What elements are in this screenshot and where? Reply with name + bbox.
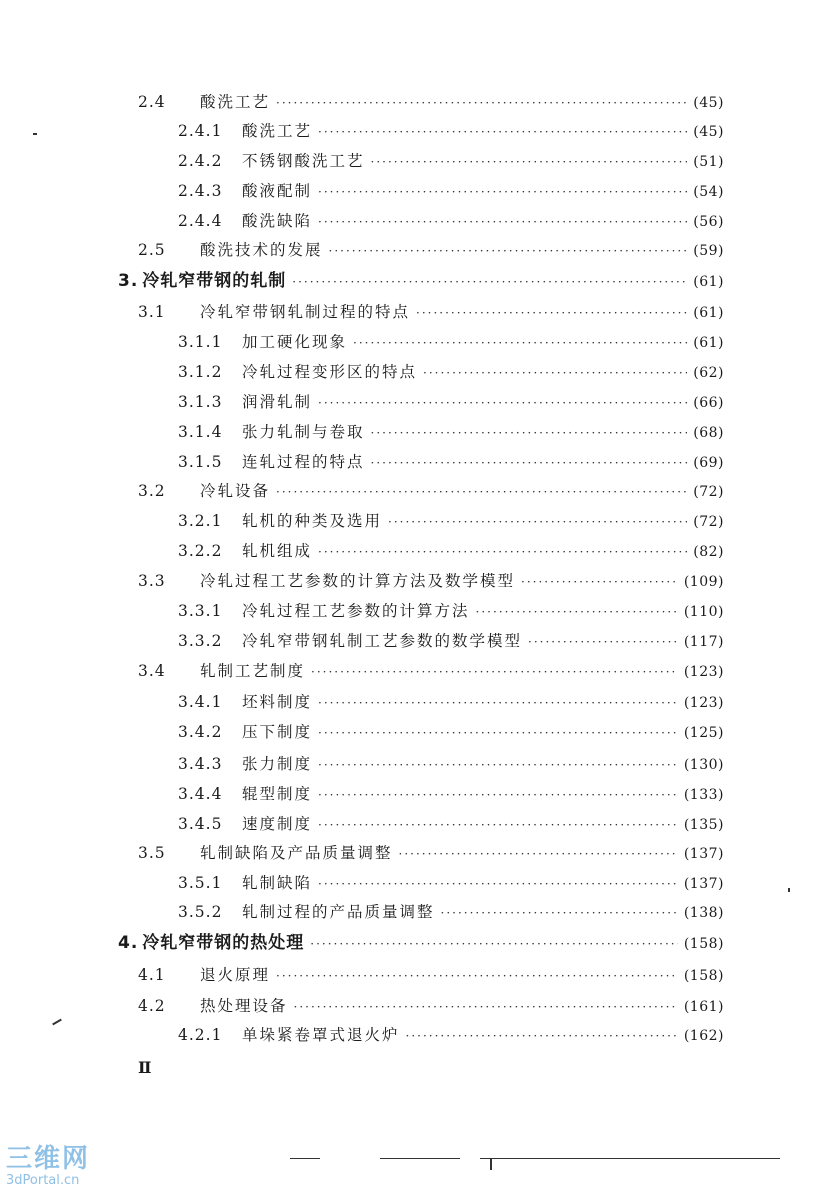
toc-entry-page: (130)	[683, 757, 724, 773]
toc-entry-page: (162)	[683, 1028, 724, 1044]
toc-entry[interactable]	[178, 422, 724, 443]
toc-entry-page: (45)	[693, 124, 724, 140]
toc-entry-page: (54)	[693, 184, 724, 200]
scan-edge-line	[380, 1158, 460, 1159]
toc-leader-dots	[276, 93, 687, 113]
toc-entry-title: 热处理设备	[200, 997, 288, 1015]
toc-entry-title: 轧制缺陷及产品质量调整	[200, 844, 393, 862]
toc-entry-number: 3.1.1	[178, 333, 223, 351]
toc-entry-title: 轧制过程的产品质量调整	[242, 903, 435, 921]
toc-entry-page: (123)	[683, 664, 724, 680]
toc-leader-dots	[318, 693, 678, 713]
toc-entry[interactable]	[178, 784, 724, 805]
toc-entry-page: (137)	[683, 846, 724, 862]
toc-entry-page: (66)	[693, 395, 724, 411]
toc-entry-title: 压下制度	[242, 723, 313, 741]
toc-leader-dots	[318, 122, 687, 142]
toc-entry-number: 3.5	[138, 844, 166, 862]
toc-entry-number: 3.	[118, 271, 139, 291]
toc-entry-page: (133)	[683, 787, 724, 803]
toc-entry-number: 3.1.3	[178, 393, 223, 411]
toc-entry[interactable]	[178, 754, 724, 775]
toc-entry-title: 连轧过程的特点	[242, 453, 365, 471]
toc-entry-title: 辊型制度	[242, 785, 313, 803]
toc-entry[interactable]	[138, 965, 724, 986]
toc-entry-page: (56)	[693, 214, 724, 230]
toc-entry-number: 3.2.2	[178, 542, 223, 560]
toc-entry[interactable]	[178, 814, 724, 835]
watermark-main: 三维网	[6, 1144, 91, 1174]
toc-leader-dots	[441, 903, 678, 923]
toc-entry[interactable]	[138, 843, 724, 864]
toc-entry-title: 冷轧过程变形区的特点	[242, 363, 418, 381]
toc-entry[interactable]	[178, 722, 724, 743]
toc-entry[interactable]	[138, 571, 724, 592]
toc-entry-number: 3.1.2	[178, 363, 223, 381]
toc-entry-title: 退火原理	[200, 966, 271, 984]
toc-entry-title: 冷轧窄带钢轧制过程的特点	[200, 303, 411, 321]
toc-entry-page: (82)	[693, 544, 724, 560]
toc-entry[interactable]	[178, 362, 724, 383]
toc-entry-title: 速度制度	[242, 815, 313, 833]
toc-entry-title: 酸液配制	[242, 182, 313, 200]
toc-entry-page: (45)	[693, 95, 724, 111]
toc-leader-dots	[318, 723, 678, 743]
toc-entry[interactable]	[178, 151, 724, 172]
toc-entry-number: 4.2	[138, 997, 166, 1015]
toc-entry-number: 4.	[118, 933, 139, 953]
toc-entry-number: 2.5	[138, 241, 166, 259]
toc-entry-number: 3.4	[138, 662, 166, 680]
scan-edge-line	[290, 1158, 320, 1159]
toc-entry-number: 2.4.2	[178, 152, 223, 170]
toc-entry-number: 3.5.1	[178, 874, 223, 892]
toc-entry-title: 冷轧窄带钢的热处理	[142, 933, 305, 953]
toc-entry-page: (110)	[683, 604, 724, 620]
toc-entry-number: 3.3.2	[178, 632, 223, 650]
toc-entry-page: (69)	[693, 455, 724, 471]
toc-entry[interactable]	[138, 302, 724, 323]
toc-entry-number: 3.2	[138, 482, 166, 500]
toc-entry-page: (117)	[683, 634, 724, 650]
toc-leader-dots	[416, 303, 687, 323]
toc-entry-page: (135)	[683, 817, 724, 833]
toc-entry-title: 轧机组成	[242, 542, 313, 560]
toc-entry-title: 不锈钢酸洗工艺	[242, 152, 365, 170]
toc-entry-title: 冷轧窄带钢轧制工艺参数的数学模型	[242, 632, 523, 650]
toc-entry-title: 轧机的种类及选用	[242, 512, 383, 530]
toc-leader-dots	[318, 874, 678, 894]
toc-leader-dots	[292, 272, 687, 292]
toc-entry-number: 3.1.5	[178, 453, 223, 471]
toc-leader-dots	[318, 785, 678, 805]
toc-entry-page: (61)	[693, 274, 724, 290]
scan-speck	[33, 133, 37, 135]
toc-entry[interactable]	[178, 1025, 724, 1046]
toc-leader-dots	[294, 997, 678, 1017]
toc-entry-page: (137)	[683, 876, 724, 892]
toc-leader-dots	[521, 572, 678, 592]
toc-leader-dots	[371, 423, 688, 443]
toc-leader-dots	[276, 482, 687, 502]
toc-entry-title: 单垛紧卷罩式退火炉	[242, 1026, 400, 1044]
toc-entry[interactable]	[138, 996, 724, 1017]
toc-entry[interactable]	[138, 240, 724, 261]
toc-entry-number: 4.2.1	[178, 1026, 223, 1044]
toc-entry-number: 3.4.3	[178, 755, 223, 773]
toc-entry-title: 酸洗缺陷	[242, 212, 313, 230]
toc-leader-dots	[353, 333, 687, 353]
toc-entry-number: 4.1	[138, 966, 166, 984]
toc-entry-page: (109)	[683, 574, 724, 590]
toc-entry[interactable]	[178, 902, 724, 923]
toc-entry[interactable]	[178, 211, 724, 232]
toc-entry-title: 冷轧过程工艺参数的计算方法	[242, 602, 470, 620]
toc-leader-dots	[276, 966, 678, 986]
toc-entry-number: 2.4.1	[178, 122, 223, 140]
toc-entry-title: 酸洗工艺	[200, 93, 271, 111]
toc-entry-number: 2.4.4	[178, 212, 223, 230]
toc-leader-dots	[371, 152, 688, 172]
toc-entry-number: 3.2.1	[178, 512, 223, 530]
toc-entry[interactable]	[178, 692, 724, 713]
toc-entry[interactable]	[178, 332, 724, 353]
toc-entry-number: 3.5.2	[178, 903, 223, 921]
toc-entry[interactable]	[138, 481, 724, 502]
toc-entry-page: (125)	[683, 725, 724, 741]
toc-leader-dots	[329, 241, 688, 261]
toc-entry-number: 3.1.4	[178, 423, 223, 441]
toc-entry-page: (59)	[693, 243, 724, 259]
toc-entry-page: (138)	[683, 905, 724, 921]
page-number: Ⅱ	[138, 1058, 152, 1077]
toc-leader-dots	[318, 393, 687, 413]
toc-leader-dots	[311, 662, 678, 682]
toc-entry-page: (68)	[693, 425, 724, 441]
toc-entry-title: 润滑轧制	[242, 393, 313, 411]
toc-entry-page: (72)	[693, 484, 724, 500]
toc-entry-number: 3.4.2	[178, 723, 223, 741]
toc-leader-dots	[388, 512, 687, 532]
toc-leader-dots	[318, 182, 687, 202]
toc-entry-number: 3.4.4	[178, 785, 223, 803]
toc-entry-page: (158)	[683, 968, 724, 984]
scan-speck	[490, 1158, 492, 1170]
toc-entry[interactable]	[178, 392, 724, 413]
toc-entry-title: 加工硬化现象	[242, 333, 348, 351]
toc-entry[interactable]	[178, 601, 724, 622]
toc-entry-title: 冷轧窄带钢的轧制	[142, 271, 287, 291]
toc-entry-title: 轧制工艺制度	[200, 662, 306, 680]
toc-leader-dots	[310, 934, 678, 954]
scan-speck	[788, 888, 790, 892]
toc-entry-page: (61)	[693, 335, 724, 351]
toc-entry-number: 3.3	[138, 572, 166, 590]
watermark-logo	[6, 1145, 90, 1189]
toc-entry-number: 3.3.1	[178, 602, 223, 620]
toc-entry[interactable]	[178, 541, 724, 562]
toc-entry[interactable]	[138, 661, 724, 682]
scan-edge-line	[480, 1158, 780, 1159]
toc-entry-title: 酸洗工艺	[242, 122, 313, 140]
watermark-sub: 3dPortal.cn	[6, 1173, 80, 1188]
toc-leader-dots	[371, 453, 688, 473]
toc-entry[interactable]	[138, 92, 724, 113]
toc-entry-title: 张力轧制与卷取	[242, 423, 365, 441]
toc-leader-dots	[318, 815, 678, 835]
toc-leader-dots	[528, 632, 678, 652]
toc-entry-number: 2.4	[138, 93, 166, 111]
toc-entry[interactable]	[118, 933, 724, 954]
toc-entry-title: 冷轧过程工艺参数的计算方法及数学模型	[200, 572, 516, 590]
toc-entry[interactable]	[118, 271, 724, 292]
toc-entry-title: 轧制缺陷	[242, 874, 313, 892]
toc-entry-title: 坯料制度	[242, 693, 313, 711]
toc-leader-dots	[399, 844, 678, 864]
toc-entry-title: 冷轧设备	[200, 482, 271, 500]
toc-leader-dots	[476, 602, 678, 622]
toc-entry-number: 3.4.1	[178, 693, 223, 711]
toc-leader-dots	[318, 212, 687, 232]
toc-entry-title: 酸洗技术的发展	[200, 241, 323, 259]
toc-entry-title: 张力制度	[242, 755, 313, 773]
toc-entry-page: (51)	[693, 154, 724, 170]
toc-entry-page: (123)	[683, 695, 724, 711]
toc-entry-page: (161)	[683, 999, 724, 1015]
toc-entry[interactable]	[178, 631, 724, 652]
toc-entry-page: (72)	[693, 514, 724, 530]
toc-entry[interactable]	[178, 511, 724, 532]
toc-entry[interactable]	[178, 873, 724, 894]
toc-leader-dots	[318, 542, 687, 562]
toc-entry[interactable]	[178, 181, 724, 202]
toc-entry-number: 2.4.3	[178, 182, 223, 200]
toc-entry-number: 3.1	[138, 303, 166, 321]
toc-leader-dots	[423, 363, 687, 383]
toc-entry[interactable]	[178, 452, 724, 473]
toc-entry-page: (158)	[683, 936, 724, 952]
toc-entry[interactable]	[178, 121, 724, 142]
toc-entry-page: (61)	[693, 305, 724, 321]
toc-leader-dots	[318, 755, 678, 775]
toc-leader-dots	[406, 1026, 678, 1046]
toc-entry-page: (62)	[693, 365, 724, 381]
toc-entry-number: 3.4.5	[178, 815, 223, 833]
